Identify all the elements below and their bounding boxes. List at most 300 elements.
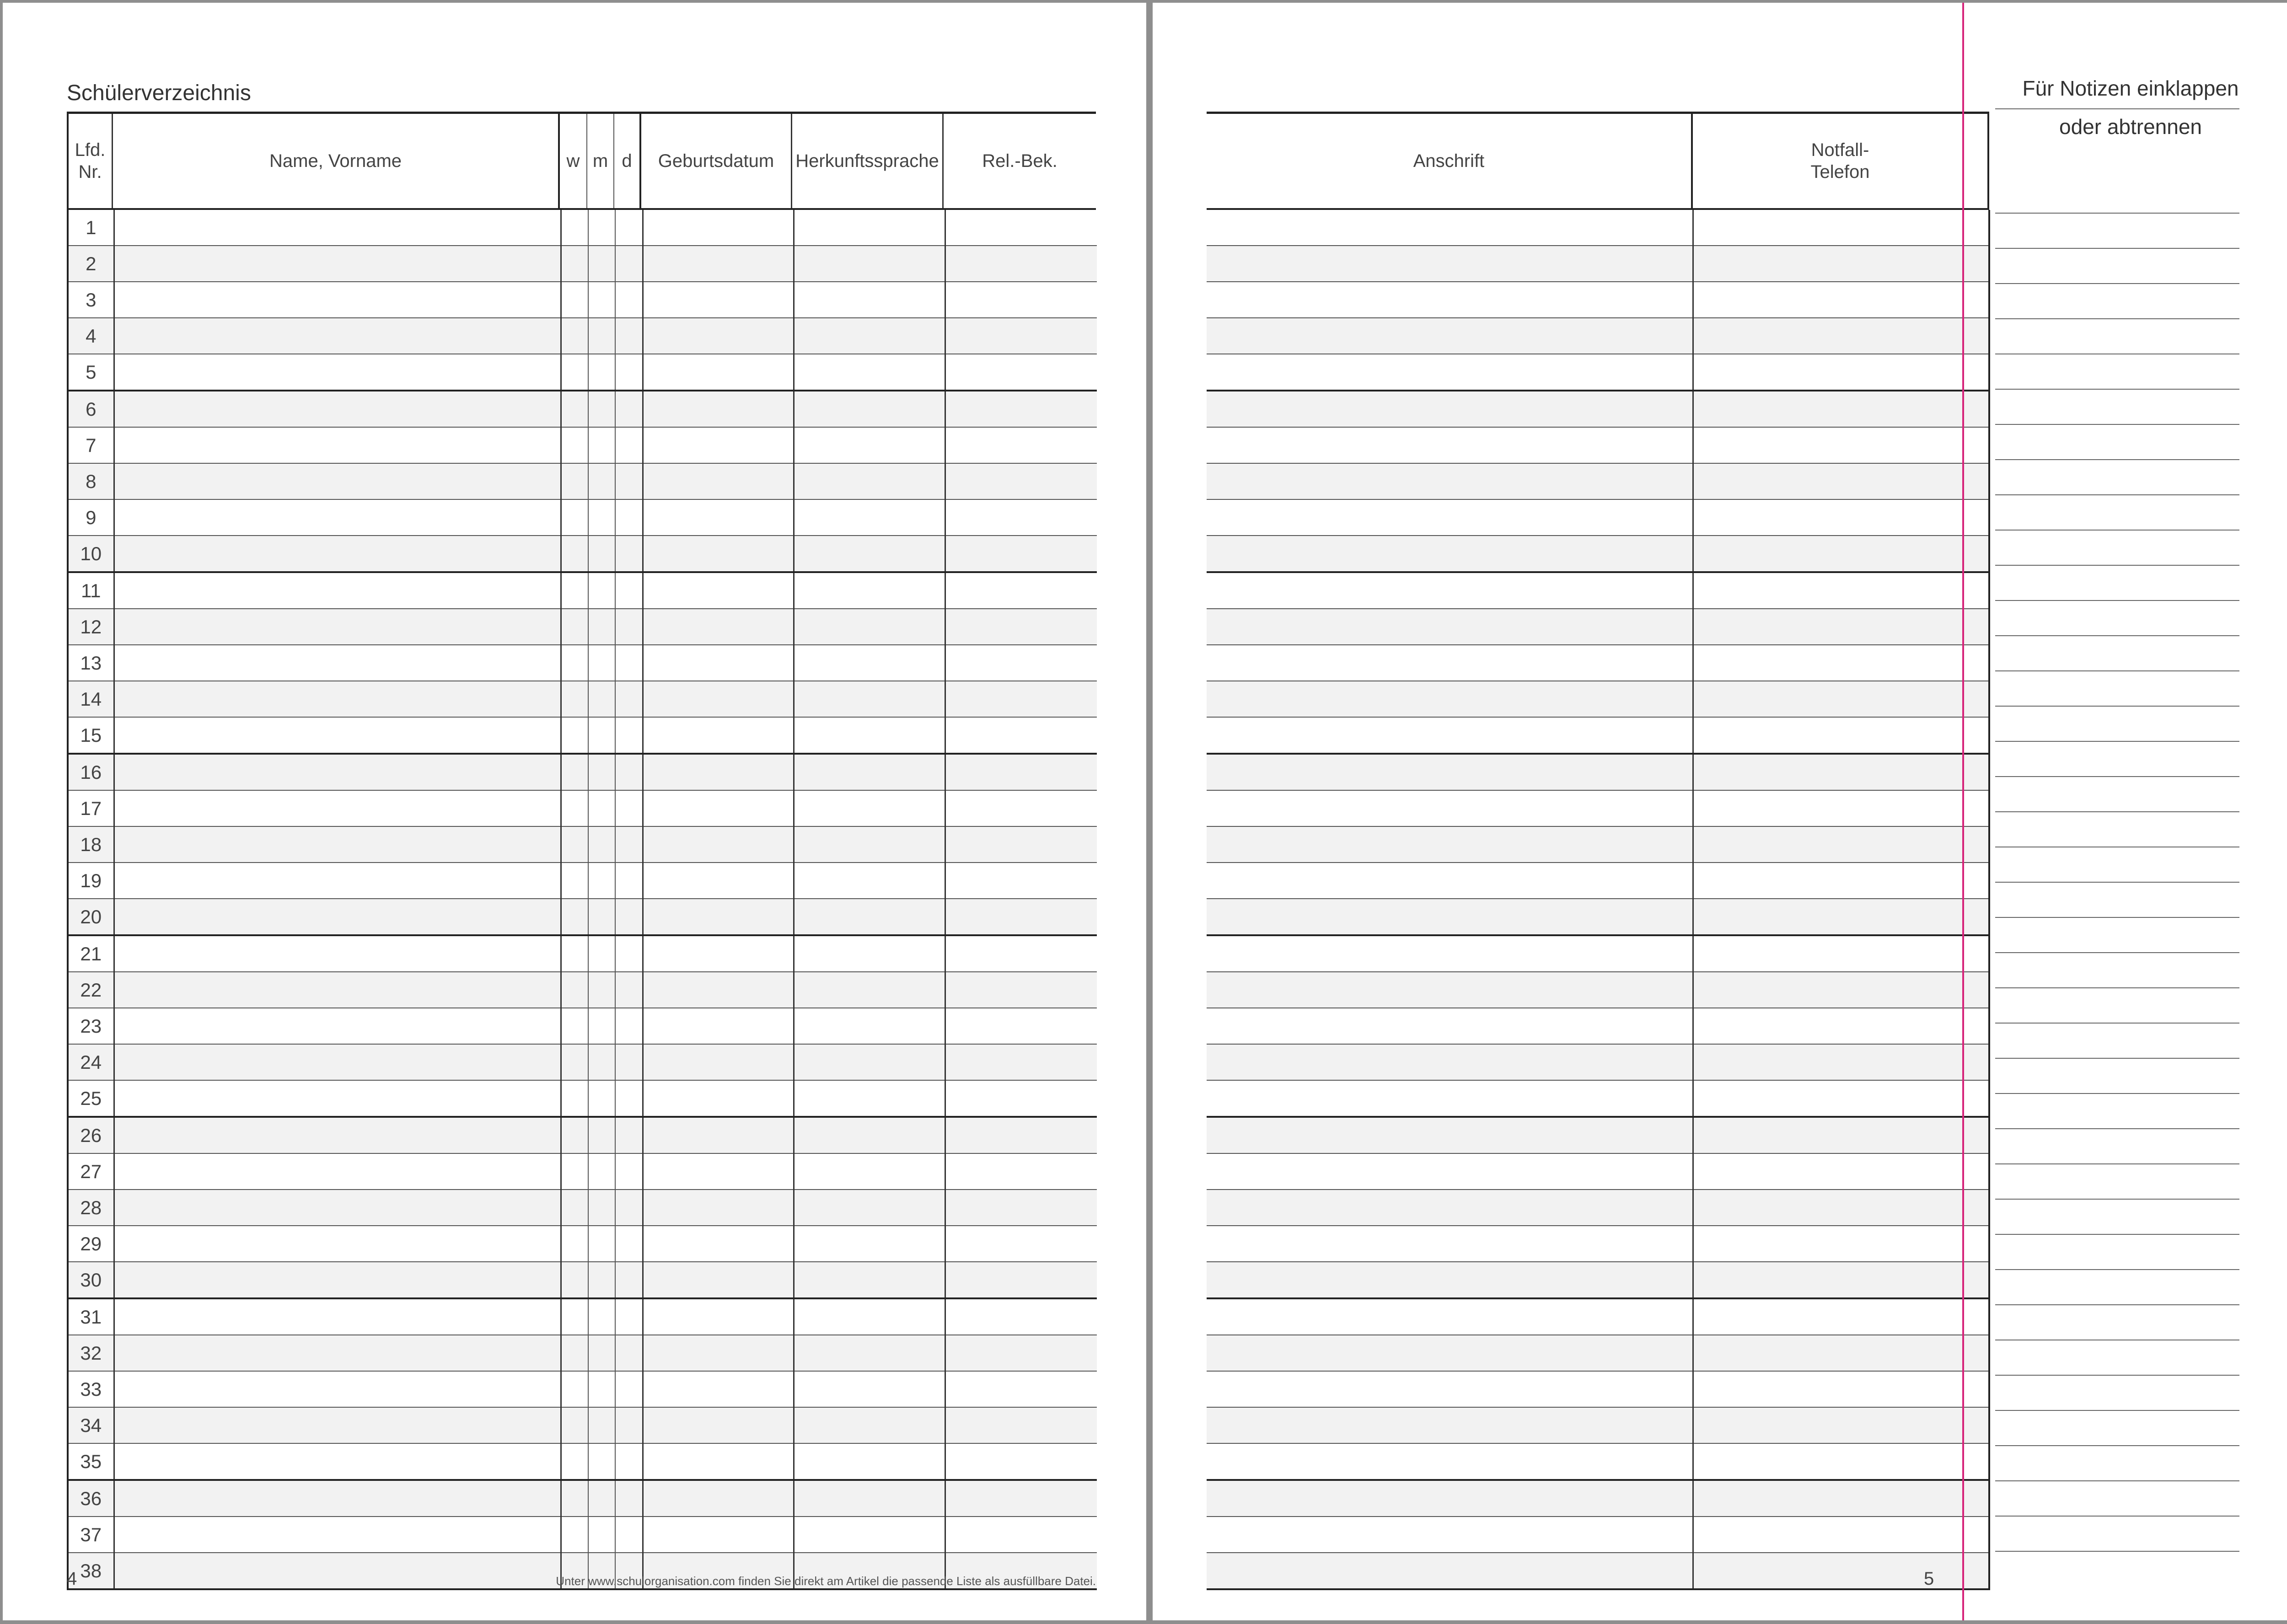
- cell-name[interactable]: [114, 1335, 561, 1371]
- cell-m[interactable]: [588, 536, 615, 572]
- cell-m[interactable]: [588, 246, 615, 282]
- cell-herkunftssprache[interactable]: [794, 318, 945, 354]
- cell-m[interactable]: [588, 1371, 615, 1407]
- cell-m[interactable]: [588, 863, 615, 899]
- cell-w[interactable]: [561, 972, 588, 1008]
- cell-rel-bek[interactable]: [945, 972, 1097, 1008]
- cell-w[interactable]: [561, 863, 588, 899]
- cell-w[interactable]: [561, 1008, 588, 1044]
- cell-geburtsdatum[interactable]: [643, 681, 794, 717]
- cell-name[interactable]: [114, 1117, 561, 1153]
- cell-m[interactable]: [588, 318, 615, 354]
- cell-rel-bek[interactable]: [945, 754, 1097, 790]
- cell-herkunftssprache[interactable]: [794, 427, 945, 463]
- cell-d[interactable]: [615, 1044, 643, 1080]
- cell-rel-bek[interactable]: [945, 1335, 1097, 1371]
- cell-name[interactable]: [114, 427, 561, 463]
- cell-herkunftssprache[interactable]: [794, 210, 945, 246]
- cell-anschrift[interactable]: [1207, 1044, 1693, 1080]
- cell-name[interactable]: [114, 1153, 561, 1190]
- cell-d[interactable]: [615, 1226, 643, 1262]
- cell-geburtsdatum[interactable]: [643, 935, 794, 972]
- cell-name[interactable]: [114, 645, 561, 681]
- cell-m[interactable]: [588, 1226, 615, 1262]
- cell-name[interactable]: [114, 609, 561, 645]
- cell-m[interactable]: [588, 899, 615, 935]
- cell-notfall-telefon[interactable]: [1693, 1335, 1989, 1371]
- cell-name[interactable]: [114, 499, 561, 536]
- cell-herkunftssprache[interactable]: [794, 246, 945, 282]
- cell-w[interactable]: [561, 391, 588, 427]
- cell-geburtsdatum[interactable]: [643, 972, 794, 1008]
- cell-m[interactable]: [588, 1044, 615, 1080]
- cell-m[interactable]: [588, 609, 615, 645]
- cell-herkunftssprache[interactable]: [794, 1443, 945, 1480]
- cell-herkunftssprache[interactable]: [794, 863, 945, 899]
- cell-m[interactable]: [588, 645, 615, 681]
- cell-rel-bek[interactable]: [945, 1371, 1097, 1407]
- notes-strip[interactable]: [1964, 3, 2287, 1620]
- cell-d[interactable]: [615, 645, 643, 681]
- cell-herkunftssprache[interactable]: [794, 681, 945, 717]
- cell-m[interactable]: [588, 427, 615, 463]
- cell-rel-bek[interactable]: [945, 645, 1097, 681]
- cell-notfall-telefon[interactable]: [1693, 681, 1989, 717]
- cell-w[interactable]: [561, 1517, 588, 1553]
- cell-w[interactable]: [561, 717, 588, 754]
- cell-geburtsdatum[interactable]: [643, 1371, 794, 1407]
- cell-anschrift[interactable]: [1207, 1407, 1693, 1443]
- cell-w[interactable]: [561, 1480, 588, 1517]
- cell-notfall-telefon[interactable]: [1693, 1153, 1989, 1190]
- cell-rel-bek[interactable]: [945, 1298, 1097, 1335]
- cell-notfall-telefon[interactable]: [1693, 1190, 1989, 1226]
- cell-notfall-telefon[interactable]: [1693, 935, 1989, 972]
- cell-notfall-telefon[interactable]: [1693, 754, 1989, 790]
- cell-anschrift[interactable]: [1207, 1226, 1693, 1262]
- cell-anschrift[interactable]: [1207, 210, 1693, 246]
- cell-d[interactable]: [615, 1480, 643, 1517]
- cell-anschrift[interactable]: [1207, 1080, 1693, 1117]
- cell-herkunftssprache[interactable]: [794, 717, 945, 754]
- cell-anschrift[interactable]: [1207, 1335, 1693, 1371]
- cell-herkunftssprache[interactable]: [794, 463, 945, 499]
- cell-m[interactable]: [588, 826, 615, 863]
- cell-d[interactable]: [615, 1153, 643, 1190]
- cell-notfall-telefon[interactable]: [1693, 246, 1989, 282]
- cell-rel-bek[interactable]: [945, 1480, 1097, 1517]
- cell-anschrift[interactable]: [1207, 391, 1693, 427]
- cell-w[interactable]: [561, 354, 588, 391]
- cell-d[interactable]: [615, 282, 643, 318]
- cell-rel-bek[interactable]: [945, 354, 1097, 391]
- cell-herkunftssprache[interactable]: [794, 282, 945, 318]
- cell-geburtsdatum[interactable]: [643, 536, 794, 572]
- cell-herkunftssprache[interactable]: [794, 354, 945, 391]
- cell-notfall-telefon[interactable]: [1693, 499, 1989, 536]
- cell-w[interactable]: [561, 210, 588, 246]
- cell-d[interactable]: [615, 1443, 643, 1480]
- cell-geburtsdatum[interactable]: [643, 282, 794, 318]
- cell-geburtsdatum[interactable]: [643, 463, 794, 499]
- cell-rel-bek[interactable]: [945, 1226, 1097, 1262]
- cell-m[interactable]: [588, 790, 615, 826]
- cell-m[interactable]: [588, 1517, 615, 1553]
- cell-name[interactable]: [114, 210, 561, 246]
- cell-anschrift[interactable]: [1207, 681, 1693, 717]
- cell-anschrift[interactable]: [1207, 1371, 1693, 1407]
- cell-notfall-telefon[interactable]: [1693, 899, 1989, 935]
- cell-anschrift[interactable]: [1207, 717, 1693, 754]
- cell-anschrift[interactable]: [1207, 609, 1693, 645]
- cell-geburtsdatum[interactable]: [643, 391, 794, 427]
- cell-rel-bek[interactable]: [945, 536, 1097, 572]
- cell-herkunftssprache[interactable]: [794, 935, 945, 972]
- cell-d[interactable]: [615, 754, 643, 790]
- cell-herkunftssprache[interactable]: [794, 1480, 945, 1517]
- cell-geburtsdatum[interactable]: [643, 1407, 794, 1443]
- cell-d[interactable]: [615, 609, 643, 645]
- cell-anschrift[interactable]: [1207, 1262, 1693, 1298]
- cell-geburtsdatum[interactable]: [643, 210, 794, 246]
- cell-rel-bek[interactable]: [945, 1117, 1097, 1153]
- cell-d[interactable]: [615, 1335, 643, 1371]
- cell-herkunftssprache[interactable]: [794, 609, 945, 645]
- cell-geburtsdatum[interactable]: [643, 717, 794, 754]
- cell-w[interactable]: [561, 572, 588, 609]
- cell-herkunftssprache[interactable]: [794, 536, 945, 572]
- cell-d[interactable]: [615, 427, 643, 463]
- cell-geburtsdatum[interactable]: [643, 1226, 794, 1262]
- cell-anschrift[interactable]: [1207, 790, 1693, 826]
- cell-rel-bek[interactable]: [945, 1044, 1097, 1080]
- cell-herkunftssprache[interactable]: [794, 1298, 945, 1335]
- cell-anschrift[interactable]: [1207, 1190, 1693, 1226]
- cell-anschrift[interactable]: [1207, 935, 1693, 972]
- cell-notfall-telefon[interactable]: [1693, 1371, 1989, 1407]
- cell-geburtsdatum[interactable]: [643, 899, 794, 935]
- cell-herkunftssprache[interactable]: [794, 899, 945, 935]
- cell-anschrift[interactable]: [1207, 1480, 1693, 1517]
- cell-notfall-telefon[interactable]: [1693, 1008, 1989, 1044]
- cell-m[interactable]: [588, 1117, 615, 1153]
- cell-name[interactable]: [114, 1517, 561, 1553]
- cell-herkunftssprache[interactable]: [794, 1190, 945, 1226]
- cell-m[interactable]: [588, 572, 615, 609]
- cell-name[interactable]: [114, 717, 561, 754]
- cell-herkunftssprache[interactable]: [794, 826, 945, 863]
- cell-name[interactable]: [114, 790, 561, 826]
- cell-d[interactable]: [615, 972, 643, 1008]
- cell-anschrift[interactable]: [1207, 826, 1693, 863]
- cell-d[interactable]: [615, 717, 643, 754]
- cell-w[interactable]: [561, 1298, 588, 1335]
- cell-name[interactable]: [114, 572, 561, 609]
- cell-name[interactable]: [114, 1226, 561, 1262]
- cell-geburtsdatum[interactable]: [643, 609, 794, 645]
- cell-m[interactable]: [588, 1262, 615, 1298]
- cell-w[interactable]: [561, 1443, 588, 1480]
- cell-w[interactable]: [561, 754, 588, 790]
- cell-notfall-telefon[interactable]: [1693, 717, 1989, 754]
- cell-herkunftssprache[interactable]: [794, 1226, 945, 1262]
- cell-notfall-telefon[interactable]: [1693, 1553, 1989, 1589]
- cell-name[interactable]: [114, 282, 561, 318]
- cell-name[interactable]: [114, 1008, 561, 1044]
- cell-d[interactable]: [615, 1517, 643, 1553]
- cell-rel-bek[interactable]: [945, 1080, 1097, 1117]
- cell-notfall-telefon[interactable]: [1693, 1117, 1989, 1153]
- cell-d[interactable]: [615, 572, 643, 609]
- cell-m[interactable]: [588, 972, 615, 1008]
- cell-w[interactable]: [561, 246, 588, 282]
- cell-d[interactable]: [615, 354, 643, 391]
- cell-rel-bek[interactable]: [945, 391, 1097, 427]
- cell-w[interactable]: [561, 1044, 588, 1080]
- cell-name[interactable]: [114, 354, 561, 391]
- cell-geburtsdatum[interactable]: [643, 354, 794, 391]
- cell-geburtsdatum[interactable]: [643, 1262, 794, 1298]
- cell-name[interactable]: [114, 863, 561, 899]
- cell-d[interactable]: [615, 463, 643, 499]
- cell-d[interactable]: [615, 318, 643, 354]
- cell-geburtsdatum[interactable]: [643, 246, 794, 282]
- cell-notfall-telefon[interactable]: [1693, 1480, 1989, 1517]
- cell-w[interactable]: [561, 1371, 588, 1407]
- cell-geburtsdatum[interactable]: [643, 427, 794, 463]
- cell-name[interactable]: [114, 1298, 561, 1335]
- cell-m[interactable]: [588, 499, 615, 536]
- cell-geburtsdatum[interactable]: [643, 754, 794, 790]
- cell-w[interactable]: [561, 1226, 588, 1262]
- cell-anschrift[interactable]: [1207, 246, 1693, 282]
- cell-notfall-telefon[interactable]: [1693, 1044, 1989, 1080]
- cell-notfall-telefon[interactable]: [1693, 1517, 1989, 1553]
- cell-herkunftssprache[interactable]: [794, 1153, 945, 1190]
- cell-notfall-telefon[interactable]: [1693, 1298, 1989, 1335]
- cell-anschrift[interactable]: [1207, 1553, 1693, 1589]
- cell-notfall-telefon[interactable]: [1693, 1262, 1989, 1298]
- cell-rel-bek[interactable]: [945, 935, 1097, 972]
- cell-rel-bek[interactable]: [945, 1407, 1097, 1443]
- cell-notfall-telefon[interactable]: [1693, 463, 1989, 499]
- cell-m[interactable]: [588, 1080, 615, 1117]
- cell-rel-bek[interactable]: [945, 790, 1097, 826]
- cell-geburtsdatum[interactable]: [643, 1080, 794, 1117]
- cell-notfall-telefon[interactable]: [1693, 790, 1989, 826]
- cell-geburtsdatum[interactable]: [643, 1335, 794, 1371]
- cell-name[interactable]: [114, 899, 561, 935]
- cell-rel-bek[interactable]: [945, 1517, 1097, 1553]
- cell-rel-bek[interactable]: [945, 572, 1097, 609]
- cell-rel-bek[interactable]: [945, 1190, 1097, 1226]
- cell-d[interactable]: [615, 790, 643, 826]
- cell-d[interactable]: [615, 1117, 643, 1153]
- cell-name[interactable]: [114, 1190, 561, 1226]
- cell-name[interactable]: [114, 1080, 561, 1117]
- cell-anschrift[interactable]: [1207, 536, 1693, 572]
- cell-anschrift[interactable]: [1207, 754, 1693, 790]
- cell-w[interactable]: [561, 1153, 588, 1190]
- cell-m[interactable]: [588, 463, 615, 499]
- cell-d[interactable]: [615, 210, 643, 246]
- cell-m[interactable]: [588, 935, 615, 972]
- cell-herkunftssprache[interactable]: [794, 1080, 945, 1117]
- cell-name[interactable]: [114, 1407, 561, 1443]
- cell-m[interactable]: [588, 210, 615, 246]
- cell-geburtsdatum[interactable]: [643, 499, 794, 536]
- cell-m[interactable]: [588, 1153, 615, 1190]
- cell-notfall-telefon[interactable]: [1693, 972, 1989, 1008]
- cell-rel-bek[interactable]: [945, 899, 1097, 935]
- cell-m[interactable]: [588, 282, 615, 318]
- cell-name[interactable]: [114, 972, 561, 1008]
- cell-w[interactable]: [561, 1190, 588, 1226]
- cell-geburtsdatum[interactable]: [643, 1517, 794, 1553]
- cell-w[interactable]: [561, 1080, 588, 1117]
- cell-rel-bek[interactable]: [945, 1008, 1097, 1044]
- cell-name[interactable]: [114, 1553, 561, 1589]
- cell-w[interactable]: [561, 645, 588, 681]
- cell-geburtsdatum[interactable]: [643, 826, 794, 863]
- cell-notfall-telefon[interactable]: [1693, 1226, 1989, 1262]
- cell-name[interactable]: [114, 826, 561, 863]
- cell-w[interactable]: [561, 790, 588, 826]
- cell-w[interactable]: [561, 318, 588, 354]
- cell-geburtsdatum[interactable]: [643, 1480, 794, 1517]
- cell-anschrift[interactable]: [1207, 282, 1693, 318]
- cell-m[interactable]: [588, 1008, 615, 1044]
- cell-notfall-telefon[interactable]: [1693, 863, 1989, 899]
- cell-d[interactable]: [615, 1262, 643, 1298]
- cell-herkunftssprache[interactable]: [794, 1117, 945, 1153]
- cell-geburtsdatum[interactable]: [643, 1044, 794, 1080]
- cell-d[interactable]: [615, 1371, 643, 1407]
- cell-m[interactable]: [588, 681, 615, 717]
- cell-anschrift[interactable]: [1207, 318, 1693, 354]
- cell-w[interactable]: [561, 427, 588, 463]
- cell-rel-bek[interactable]: [945, 282, 1097, 318]
- cell-notfall-telefon[interactable]: [1693, 609, 1989, 645]
- cell-name[interactable]: [114, 1443, 561, 1480]
- cell-notfall-telefon[interactable]: [1693, 427, 1989, 463]
- cell-anschrift[interactable]: [1207, 645, 1693, 681]
- cell-herkunftssprache[interactable]: [794, 1371, 945, 1407]
- cell-geburtsdatum[interactable]: [643, 1008, 794, 1044]
- cell-geburtsdatum[interactable]: [643, 1190, 794, 1226]
- cell-name[interactable]: [114, 681, 561, 717]
- cell-rel-bek[interactable]: [945, 318, 1097, 354]
- cell-m[interactable]: [588, 1190, 615, 1226]
- cell-anschrift[interactable]: [1207, 463, 1693, 499]
- cell-herkunftssprache[interactable]: [794, 1008, 945, 1044]
- cell-geburtsdatum[interactable]: [643, 318, 794, 354]
- cell-rel-bek[interactable]: [945, 609, 1097, 645]
- cell-w[interactable]: [561, 1117, 588, 1153]
- cell-name[interactable]: [114, 246, 561, 282]
- cell-d[interactable]: [615, 863, 643, 899]
- cell-w[interactable]: [561, 1335, 588, 1371]
- cell-notfall-telefon[interactable]: [1693, 826, 1989, 863]
- cell-anschrift[interactable]: [1207, 427, 1693, 463]
- cell-d[interactable]: [615, 246, 643, 282]
- cell-name[interactable]: [114, 1262, 561, 1298]
- cell-notfall-telefon[interactable]: [1693, 354, 1989, 391]
- cell-notfall-telefon[interactable]: [1693, 1080, 1989, 1117]
- cell-herkunftssprache[interactable]: [794, 391, 945, 427]
- cell-m[interactable]: [588, 1407, 615, 1443]
- cell-notfall-telefon[interactable]: [1693, 1443, 1989, 1480]
- cell-d[interactable]: [615, 1190, 643, 1226]
- cell-m[interactable]: [588, 1443, 615, 1480]
- cell-rel-bek[interactable]: [945, 717, 1097, 754]
- cell-herkunftssprache[interactable]: [794, 972, 945, 1008]
- cell-w[interactable]: [561, 463, 588, 499]
- cell-d[interactable]: [615, 826, 643, 863]
- cell-d[interactable]: [615, 1080, 643, 1117]
- cell-m[interactable]: [588, 354, 615, 391]
- cell-m[interactable]: [588, 391, 615, 427]
- cell-rel-bek[interactable]: [945, 499, 1097, 536]
- cell-name[interactable]: [114, 536, 561, 572]
- cell-name[interactable]: [114, 754, 561, 790]
- cell-notfall-telefon[interactable]: [1693, 210, 1989, 246]
- cell-anschrift[interactable]: [1207, 1443, 1693, 1480]
- cell-d[interactable]: [615, 391, 643, 427]
- cell-herkunftssprache[interactable]: [794, 645, 945, 681]
- cell-herkunftssprache[interactable]: [794, 572, 945, 609]
- cell-w[interactable]: [561, 935, 588, 972]
- cell-anschrift[interactable]: [1207, 1008, 1693, 1044]
- cell-d[interactable]: [615, 899, 643, 935]
- cell-anschrift[interactable]: [1207, 1153, 1693, 1190]
- cell-m[interactable]: [588, 717, 615, 754]
- cell-rel-bek[interactable]: [945, 863, 1097, 899]
- cell-geburtsdatum[interactable]: [643, 1117, 794, 1153]
- cell-anschrift[interactable]: [1207, 572, 1693, 609]
- cell-w[interactable]: [561, 681, 588, 717]
- cell-geburtsdatum[interactable]: [643, 863, 794, 899]
- cell-w[interactable]: [561, 826, 588, 863]
- cell-name[interactable]: [114, 391, 561, 427]
- cell-w[interactable]: [561, 536, 588, 572]
- cell-herkunftssprache[interactable]: [794, 1335, 945, 1371]
- cell-d[interactable]: [615, 1407, 643, 1443]
- cell-w[interactable]: [561, 499, 588, 536]
- cell-notfall-telefon[interactable]: [1693, 318, 1989, 354]
- cell-name[interactable]: [114, 1371, 561, 1407]
- cell-notfall-telefon[interactable]: [1693, 1407, 1989, 1443]
- cell-anschrift[interactable]: [1207, 1298, 1693, 1335]
- cell-geburtsdatum[interactable]: [643, 572, 794, 609]
- cell-rel-bek[interactable]: [945, 210, 1097, 246]
- cell-w[interactable]: [561, 899, 588, 935]
- cell-notfall-telefon[interactable]: [1693, 572, 1989, 609]
- cell-m[interactable]: [588, 1298, 615, 1335]
- cell-w[interactable]: [561, 1262, 588, 1298]
- cell-w[interactable]: [561, 1407, 588, 1443]
- cell-notfall-telefon[interactable]: [1693, 536, 1989, 572]
- cell-rel-bek[interactable]: [945, 427, 1097, 463]
- cell-herkunftssprache[interactable]: [794, 499, 945, 536]
- cell-rel-bek[interactable]: [945, 681, 1097, 717]
- cell-geburtsdatum[interactable]: [643, 1153, 794, 1190]
- cell-d[interactable]: [615, 499, 643, 536]
- cell-rel-bek[interactable]: [945, 826, 1097, 863]
- cell-m[interactable]: [588, 754, 615, 790]
- cell-w[interactable]: [561, 609, 588, 645]
- cell-notfall-telefon[interactable]: [1693, 391, 1989, 427]
